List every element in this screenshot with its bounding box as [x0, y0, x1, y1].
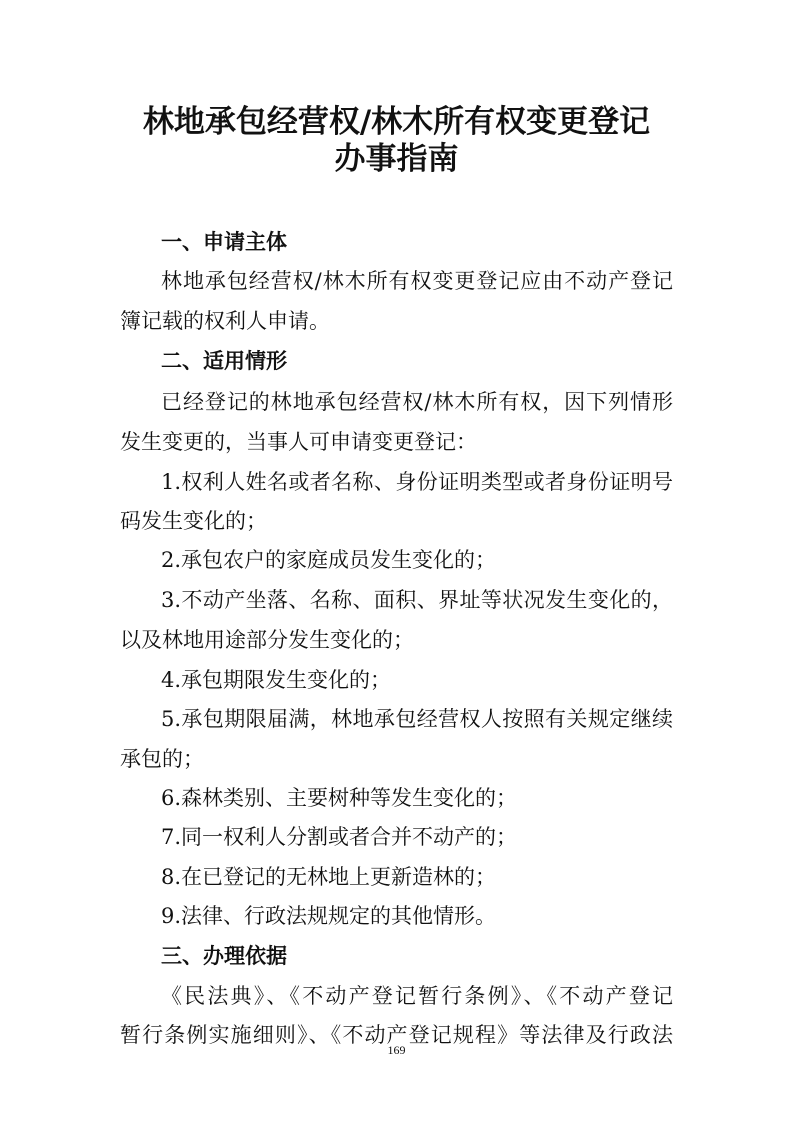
list-item: 9.法律、行政法规规定的其他情形。 [161, 904, 497, 928]
list-item: 8.在已登记的无林地上更新造林的； [161, 865, 497, 889]
list-item: 5.承包期限届满，林地承包经营权人按照有关规定继续 [161, 707, 673, 731]
list-item-continuation: 承包的； [120, 747, 204, 771]
paragraph-line: 发生变更的，当事人可申请变更登记： [120, 430, 477, 454]
list-item: 3.不动产坐落、名称、面积、界址等状况发生变化的， [161, 588, 673, 612]
list-item: 6.森林类别、主要树种等发生变化的； [161, 786, 518, 810]
section-heading-applicable-cases: 二、适用情形 [161, 349, 287, 373]
paragraph-line: 暂行条例实施细则》、《不动产登记规程》等法律及行政法 [120, 1023, 673, 1047]
section-heading-applicant: 一、申请主体 [161, 230, 287, 254]
document-title-line-1: 林地承包经营权/林木所有权变更登记 [142, 104, 651, 140]
list-item: 1.权利人姓名或者名称、身份证明类型或者身份证明号 [161, 470, 673, 494]
page-number: 169 [387, 1043, 406, 1057]
list-item: 4.承包期限发生变化的； [161, 668, 392, 692]
paragraph-line: 簿记载的权利人申请。 [120, 309, 330, 333]
list-item-continuation: 码发生变化的； [120, 509, 267, 533]
paragraph-line: 林地承包经营权/林木所有权变更登记应由不动产登记 [161, 269, 673, 293]
list-item: 2.承包农户的家庭成员发生变化的； [161, 548, 497, 572]
section-heading-legal-basis: 三、办理依据 [161, 944, 287, 968]
paragraph-line: 已经登记的林地承包经营权/林木所有权，因下列情形 [161, 390, 673, 414]
paragraph-line: 《民法典》、《不动产登记暂行条例》、《不动产登记 [161, 984, 673, 1008]
document-title-line-2: 办事指南 [334, 141, 459, 177]
list-item: 7.同一权利人分割或者合并不动产的； [161, 825, 518, 849]
list-item-continuation: 以及林地用途部分发生变化的； [120, 628, 414, 652]
